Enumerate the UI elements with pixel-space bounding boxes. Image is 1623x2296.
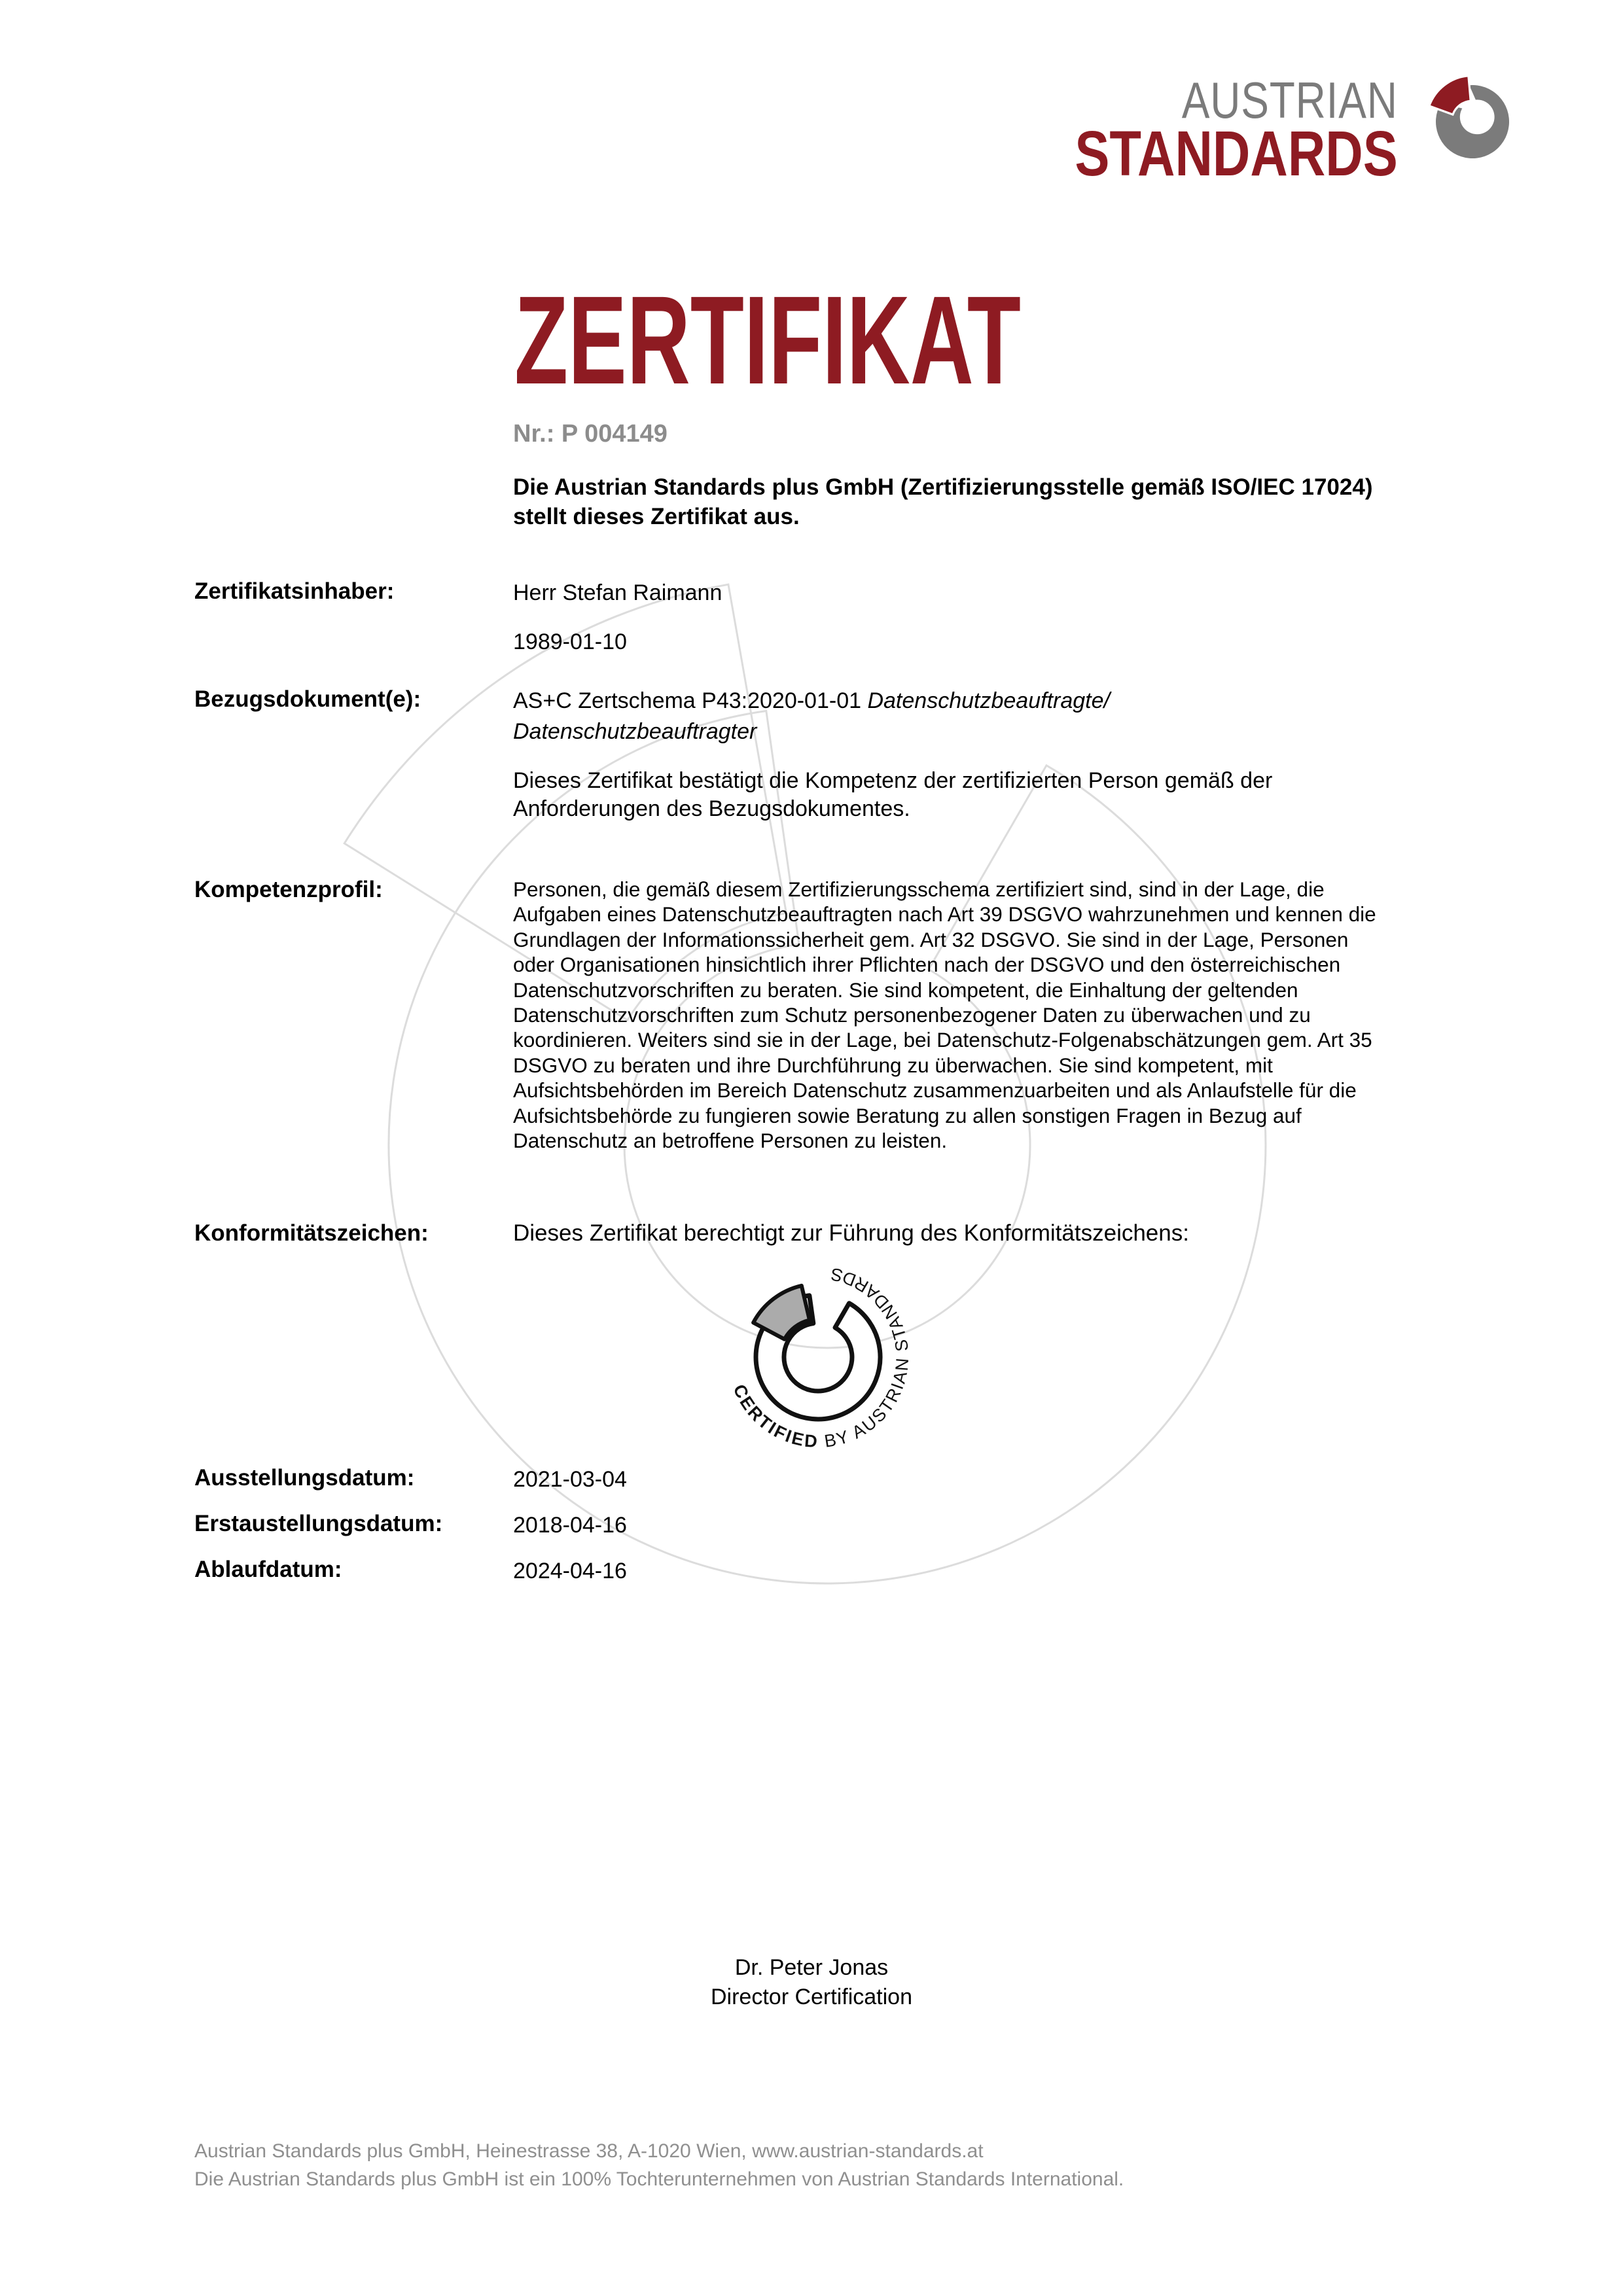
reference-doc-italic1: Datenschutzbeauftragte/ <box>867 688 1110 713</box>
competence-label: Kompetenzprofil: <box>194 877 383 902</box>
competence-text: Personen, die gemäß diesem Zertifizierungsschema zertifiziert sind, sind in der Lage, die Aufgaben eines Datenschutzbeauftragten nach Art 39 DSGVO wahrzunehmen und kennen die Grundlagen der Informationssicherheit gem. Art 32 DSGVO. Sie sind in der Lage, Personen oder Organisationen hinsichtlich ihrer Pflichten nach der DSGVO und den österreichischen Datenschutzvorschriften zu beraten. Sie sind kompetent, die Einhaltung der geltenden Datenschutzvorschriften zum Schutz personenbezogener Daten zu überwachen und zu koordinieren. Weiters sind sie in der Lage, bei Datenschutz-Folgenabschätzungen gem. Art 35 DSGVO zu beraten und ihre Durchführung zu überwachen. Sie sind kompetent, mit Aufsichtsbehörden im Bereich Datenschutz zusammenzuarbeiten und als Anlaufstelle für die Aufsichtsbehörde zu fungieren sowie Beratung zu allen sonstigen Fragen in Bezug auf Datenschutz an betroffene Personen zu leisten. <box>513 877 1376 1153</box>
seal-text-by-austrian-standards: BY AUSTRIAN STANDARDS <box>818 1263 913 1452</box>
conformity-label: Konformitätszeichen: <box>194 1220 429 1246</box>
conformity-seal <box>705 1245 931 1470</box>
certificate-number: Nr.: P 004149 <box>513 420 668 448</box>
issue-date-label: Ausstellungsdatum: <box>194 1465 415 1491</box>
expiry-date-value: 2024-04-16 <box>513 1559 627 1583</box>
page-title: ZERTIFIKAT <box>514 270 1021 410</box>
logo-word-standards: STANDARDS <box>1075 118 1398 190</box>
holder-label: Zertifikatsinhaber: <box>194 578 395 604</box>
reference-doc-line1 <box>513 686 1110 716</box>
holder-name: Herr Stefan Raimann <box>513 580 722 605</box>
reference-doc-line2: Datenschutzbeauftragter <box>513 719 757 744</box>
expiry-date-label: Ablaufdatum: <box>194 1557 342 1582</box>
footer <box>194 2137 1124 2193</box>
austrian-standards-logo-icon <box>1420 63 1525 181</box>
issue-date-value: 2021-03-04 <box>513 1467 627 1492</box>
first-issue-date-value: 2018-04-16 <box>513 1513 627 1538</box>
signatory-role: Director Certification <box>711 1985 912 2009</box>
first-issue-date-label: Erstaustellungsdatum: <box>194 1511 443 1536</box>
signatory-name: Dr. Peter Jonas <box>734 1955 889 1980</box>
issuer-statement-line2: stellt dieses Zertifikat aus. <box>513 504 800 529</box>
holder-birthdate: 1989-01-10 <box>513 629 627 654</box>
footer-address-line: Austrian Standards plus GmbH, Heinestrasse 38, A-1020 Wien, www.austrian-standards.at <box>194 2140 984 2162</box>
logo-wordmark <box>1004 63 1398 190</box>
footer-company-line: Die Austrian Standards plus GmbH ist ein 100% Tochterunternehmen von Austrian Standards International. <box>194 2168 1124 2190</box>
austrian-standards-logo <box>1004 63 1525 190</box>
conformity-text: Dieses Zertifikat berechtigt zur Führung des Konformitätszeichens: <box>513 1220 1189 1246</box>
seal-text-certified: CERTIFIED <box>729 1381 820 1452</box>
reference-note: Dieses Zertifikat bestätigt die Kompetenz der zertifizierten Person gemäß der Anforderungen des Bezugsdokumentes. <box>513 768 1273 821</box>
signature-block <box>0 1953 1623 2012</box>
reference-doc-prefix: AS+C Zertschema P43:2020-01-01 <box>513 688 868 713</box>
reference-label: Bezugsdokument(e): <box>194 686 421 712</box>
logo-word-austrian: AUSTRIAN <box>1182 71 1398 129</box>
issuer-statement-line1: Die Austrian Standards plus GmbH (Zertifizierungsstelle gemäß ISO/IEC 17024) <box>513 474 1373 500</box>
issuer-statement <box>513 472 1372 531</box>
